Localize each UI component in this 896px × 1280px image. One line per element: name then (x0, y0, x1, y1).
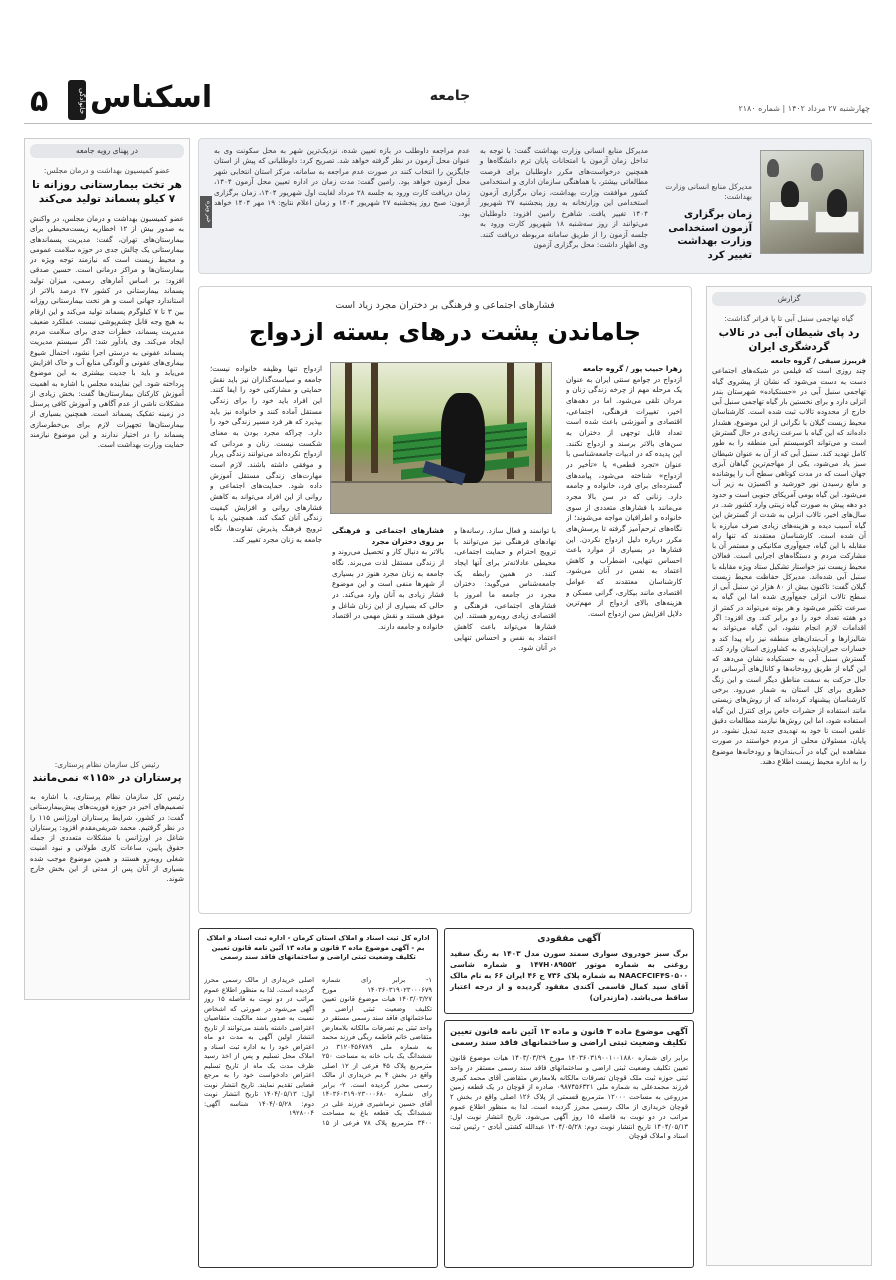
registry-notice-bam-title: اداره کل ثبت اسناد و املاک استان کرمان - اداره ثبت اسناد و املاک بم - آگهی موضوع ماده ۳ قانون و ماده ۱۳ آئین نامه قانون تعیین تکلیف وضعیت ثبتی اراضی و ساختمانهای فاقد سند رسمی (206, 934, 430, 962)
top-story-tag: خبر ویژه (200, 196, 212, 228)
report-body-text: چند روزی است که فیلمی در شبکه‌های اجتماعی دست به دست می‌شود که نشان از پیشروی گیاه تهاجمی سنبل آبی در «حسنکیاده» شهرستان بندر انزلی دارد و برای نخستین بار گیاه تهاجمی سنبل آبی خارج از محدوده تالاب ثبت شده است. کارشناسان محیط زیست گیلان با نگرانی از این موضوع، هشدار داده‌اند که این گیاه با سرعت زیادی در حال گسترش است و می‌تواند اکوسیستم آبی منطقه را به طور کامل تهدید کند. سنبل آبی که از آن به عنوان شیطان سبز یاد می‌شود، یکی از مهاجم‌ترین گیاهان آبزی جهان است که در مدت کوتاهی سطح آب را پوشانده و مانع رسیدن نور خورشید و اکسیژن به زیر آب می‌شود. این گیاه بومی آمریکای جنوبی است و حدود دو دهه پیش به صورت گیاه زینتی وارد کشور شد. در سال‌های اخیر، تالاب انزلی به شدت از گسترش این گیاه آسیب دیده و هزینه‌های زیادی صرف مبارزه با آن شده است. کارشناسان معتقدند که تنها راه مقابله با این گیاه، جمع‌آوری مکانیکی و مستمر آن با مشارکت مردم و دستگاه‌های اجرایی است. فعالان محیط زیست نیز خواستار تشکیل ستاد ویژه مقابله با سنبل آبی شده‌اند. مدیرکل حفاظت محیط زیست گیلان گفت: تاکنون بیش از ۸۰ هزار تن سنبل آبی از سطح تالاب انزلی جمع‌آوری شده اما این گیاه به سرعت تکثیر می‌شود و هر بوته می‌تواند در کمتر از دو هفته تعداد خود را دو برابر کند. وی افزود: اگر اقدامات لازم انجام نشود، این گیاه می‌تواند به شالیزارها و آب‌بندان‌های منطقه نیز راه پیدا کند و خسارات جبران‌ناپذیری به کشاورزی استان وارد کند. گسترش سنبل آبی به حسنکیاده نشان می‌دهد که این گیاه از طریق رودخانه‌ها و کانال‌های آبرسانی در حال حرکت به سمت مناطق دیگر است و این زنگ خطری برای کل استان به شمار می‌رود. برخی کارشناسان پیشنهاد کرده‌اند که از روش‌های زیستی مانند استفاده از حشرات خاص برای کنترل این گیاه استفاده شود، اما این روش‌ها نیازمند مطالعات دقیق علمی است تا خود به تهدیدی جدید تبدیل نشود. در پایان، مسئولان محلی از مردم خواستند در صورت مشاهده این گیاه در آب‌بندان‌ها و رودخانه‌ها موضوع را به اداره محیط زیست اطلاع دهند. (712, 366, 866, 766)
main-feature-kicker: فشارهای اجتماعی و فرهنگی بر دختران مجرد زیاد است (335, 300, 555, 311)
exam-hall-photo (760, 150, 864, 254)
newspaper-logo: اسکناس (90, 80, 213, 115)
left-story-1-headline[interactable]: هر تخت بیمارستانی روزانه تا ۷ کیلو پسماند تولید می‌کند (32, 179, 182, 206)
main-feature-column-a: با توانمند و فعال سازد. رسانه‌ها و نهادهای فرهنگی نیز می‌توانند با ترویج احترام و حمایت اجتماعی، محیطی عادلانه‌تر برای آنها ایجاد کنند. در همین رابطه یک جامعه‌شناس می‌گوید: دختران مجرد در جامعه ما امروز با فشارهای اجتماعی، فرهنگی و اقتصادی زیادی روبه‌رو هستند. این فشارها می‌تواند باعث کاهش اعتماد به نفس و احساس تنهایی در آنان شود. (454, 526, 556, 653)
top-story-column-2: عدم مراجعه داوطلب در بازه تعیین شده، نزدیک‌ترین شهر به محل سکونت وی به عنوان محل آزمون در نظر گرفته خواهد شد. تصریح کرد: داوطلبانی که پیش از استان جایگزین را انتخاب کنند در صورت عدم مراجعه به سامانه، مرکز استان انتخابی شهر محل آزمون خواهد بود. رامین گفت: مدت زمان در اداره تعیین محل آزمون ۱۴۰۴، زمان دریافت کارت ورود به جلسه ۲۸ مرداد لغایت اول شهریور ۱۴۰۴، زمان برگزاری آزمون: صبح روز پنجشنبه ۲۷ شهریور ۱۴۰۴ و زمان اعلام نتایج: ۱۹ مهر ۱۴۰۴ خواهد بود. (214, 146, 470, 218)
main-feature-column-b-text: بالاتر به دنبال کار و تحصیل می‌روند و از زندگی مستقل لذت می‌برند. نگاه جامعه به زنان مجرد هنوز در بسیاری از شهرها منفی است و این موضوع فشار زیادی به آنان وارد می‌کند. در حالی که بسیاری از این زنان شاغل و موفق هستند و نقش مهمی در اقتصاد خانواده و جامعه دارند. (332, 547, 444, 631)
top-story-kicker: مدیرکل منابع انسانی وزارت بهداشت: (665, 182, 752, 201)
report-byline: فریبرز سیفی / گروه جامعه (770, 356, 866, 365)
registry-notice-quchan-body: برابر رای شماره ۱۴۰۳۶۰۳۱۹۰۰۱۰۰۱۸۸۰ مورخ ۱۴۰۳/۰۳/۲۹ هیات موضوع قانون تعیین تکلیف وضعیت ثبتی اراضی و ساختمانهای فاقد سند رسمی مستقر در واحد ثبتی حوزه ثبت ملک قوچان تصرفات مالکانه بلامعارض متقاضی آقای محمد کبیری فرزند محمدعلی به شماره ملی ۰۹۸۷۴۵۶۳۲۱ صادره از قوچان در یک قطعه زمین مزروعی به مساحت ۱۲۰۰۰ مترمربع قسمتی از پلاک ۱۲۶ اصلی واقع در بخش ۲ قوچان خریداری از مالک رسمی محرز گردیده است. لذا به منظور اطلاع عموم مراتب در دو نوبت به فاصله ۱۵ روز آگهی می‌شود. تاریخ انتشار نوبت اول: ۱۴۰۴/۰۵/۱۳ تاریخ انتشار نوبت دوم: ۱۴۰۴/۰۵/۲۸ عبدالله کشتی آبادی - رئیس ثبت اسناد و املاک قوچان (450, 1054, 688, 1141)
report-headline[interactable]: رد پای شیطان آبی در تالاب گردشگری ایران (718, 327, 860, 354)
top-story-column-1: مدیرکل منابع انسانی وزارت بهداشت گفت: با توجه به تداخل زمان آزمون با امتحانات پایان ترم دانشگاه‌ها و همچنین درخواست‌های مکرر داوطلبان برای فرصت مطالعاتی بیشتر، با هماهنگی سازمان اداری و استخدامی کشور موافقت وزارت بهداشت، زمان برگزاری آزمون استخدامی این وزارتخانه به روز پنجشنبه ۲۷ شهریور ۱۴۰۴ تغییر یافت. شاهرخ رامین افزود: داوطلبان می‌توانند از روز سه‌شنبه ۱۸ شهریور کارت ورود به جلسه آزمون را از طریق سامانه مربوطه دریافت کنند. وی اظهار داشت: محل برگزاری آزمون (480, 146, 648, 249)
page-number: ۵ (30, 84, 49, 119)
logo-badge: خانوادگی (68, 80, 86, 120)
woman-on-bench-photo (330, 362, 552, 514)
report-body (712, 356, 866, 1260)
main-feature-byline: زهرا حبیب پور / گروه جامعه (582, 364, 682, 373)
left-story-1-body: عضو کمیسیون بهداشت و درمان مجلس، در واکنش به صدور بیش از ۱۲ اخطاریه زیست‌محیطی برای بیمارستان‌های تهران، گفت: مدیریت پسماندهای بیمارستانی یک چالش جدی در حوزه سلامت عمومی و محیط زیست است که نیازمند توجه ویژه در بیمارستان‌ها و مراکز درمانی است. حسین صدقی افزود: بر اساس آمارهای رسمی، میزان تولید پسماند بیمارستانی در کشور ۲۷ درصد بالاتر از استاندارد جهانی است و هر تخت بیمارستانی روزانه بین ۳ تا ۷ کیلوگرم پسماند تولید می‌کند و این ارقام به هیچ وجه قابل چشم‌پوشی نیست. عملکرد ضعیف مدیریت پسماند، خطرات جدی برای سلامت مردم ایجاد می‌کند. وی یادآور شد: اگر سیستم مدیریت پسماند عفونی به درستی اجرا نشود، احتمال شیوع بیماری‌های عفونی و آلودگی منابع آب و خاک افزایش می‌یابد و باید با جدیت بیشتری به این موضوع پرداخته شود. این نماینده مجلس با اشاره به اهمیت آموزش کارکنان بیمارستان‌ها گفت: بخش زیادی از مشکلات ناشی از عدم آگاهی و آموزش کافی پرسنل در زمینه تفکیک پسماند است. همچنین بسیاری از بیمارستان‌ها تجهیزات لازم برای بی‌خطرسازی پسماند را در اختیار ندارند و این موضوع نیازمند حمایت وزارت بهداشت است. (30, 214, 184, 450)
main-feature-lead-text: ازدواج در جوامع سنتی ایران به عنوان یک مرحله مهم از چرخه زندگی زنان و مردان تلقی می‌شود. اما در دهه‌های اخیر، تغییرات فرهنگی، اجتماعی، اقتصادی و آموزشی باعث شده است تعداد قابل توجهی از دختران به سن‌های بالاتر برسند و ازدواج نکنند. این پدیده که در ادبیات جامعه‌شناسی با عنوان «تجرد قطعی» یا «تأخیر در ازدواج» شناخته می‌شود، پیامدهای گسترده‌ای برای فرد، خانواده و جامعه دارد. زنانی که در سن بالا مجرد می‌مانند با فشارهای متعددی از سوی خانواده و اطرافیان مواجه می‌شوند؛ از نگاه‌های ترحم‌آمیز گرفته تا پرسش‌های مکرر درباره دلیل ازدواج نکردن. این فشارها در بسیاری از موارد باعث احساس تنهایی، اضطراب و کاهش اعتماد به نفس در آنان می‌شود. کارشناسان معتقدند که عوامل اقتصادی مانند بیکاری، گرانی مسکن و هزینه‌های بالای ازدواج از مهم‌ترین دلایل افزایش سن ازدواج است. (566, 374, 682, 619)
left-story-1-kicker: عضو کمیسیون بهداشت و درمان مجلس: (43, 166, 171, 175)
left-story-2-headline[interactable]: پرستاران در «۱۱۵» نمی‌مانند (32, 772, 182, 784)
main-feature-column-b (332, 526, 444, 904)
top-story-headline[interactable]: زمان برگزاری آزمون استخدامی وزارت بهداشت تغییر کرد (668, 209, 752, 261)
report-section-label: گزارش (712, 292, 866, 306)
registry-notice-quchan-title: آگهی موضوع ماده ۳ قانون و ماده ۱۳ آئین نامه قانون تعیین تکلیف وضعیت ثبتی اراضی و ساختمانهای فاقد سند رسمی (450, 1026, 688, 1048)
main-feature-column-left: ازدواج تنها وظیفه خانواده نیست؛ جامعه و سیاست‌گذاران نیز باید نقش حمایتی و مشارکتی خود را ایفا کنند. این افراد باید خود را برای زندگی مستقل آماده کنند و خانواده نیز باید بپذیرد که هر فرد مسیر زندگی خود را دارد. چراکه مجرد بودن به معنای شکست نیست. زنان و مردانی که ازدواج نکرده‌اند می‌توانند زندگی پربار و موفقی داشته باشند. لازم است مهارت‌های زندگی مستقل آموزش داده شود. حمایت‌های اجتماعی و روانی از این افراد می‌تواند به کاهش فشارهای روانی و افزایش کیفیت زندگی آنان کمک کند. همچنین باید با ترویج فرهنگ پذیرش تفاوت‌ها، نگاه جامعه به زنان مجرد تغییر کند. (210, 364, 322, 544)
section-title: جامعه (429, 88, 471, 104)
main-feature-lead (566, 364, 682, 904)
left-column-section-label: در پهنای رویه جامعه (30, 144, 184, 158)
left-story-2-kicker: رئیس کل سازمان نظام پرستاری: (54, 760, 160, 769)
main-feature-headline[interactable]: جاماندن پشت درهای بسته ازدواج (248, 318, 642, 346)
lost-item-notice-body: برگ سبز خودروی سواری سمند سورن مدل ۱۴۰۳ به رنگ سفید روغنی به شماره موتور ۱۴۷H۰۸۹۵۵۲ و شماره شاسی NAACFCIF۴S۰۵۰۰ به شماره پلاک ۷۳۶ ج ۴۶ ایران ۶۶ به نام مالک آقای سید کمال قاسمی آکندی مفقود گردیده و از درجه اعتبار ساقط می‌باشد. (مازندران) (450, 949, 689, 1003)
report-kicker: گیاه تهاجمی سنبل آبی تا پا فراتر گذاشت: (724, 314, 854, 323)
lost-item-notice-title: آگهی مفقودی (537, 934, 601, 944)
registry-notice-bam-body: ۱- برابر رای شماره ۱۴۰۳۶۰۳۱۹۰۲۳۰۰۰۶۷۹ مورخ ۱۴۰۳/۰۳/۲۷ هیات موضوع قانون تعیین تکلیف وضعیت ثبتی اراضی و ساختمانهای فاقد سند رسمی مستقر در واحد ثبتی بم تصرفات مالکانه بلامعارض متقاضی خانم فاطمه ریگی فرزند محمد به شماره ملی ۳۱۲۰۴۵۶۷۸۹ در ششدانگ یک باب خانه به مساحت ۲۵۰ مترمربع پلاک ۴۵ فرعی از ۱۲ اصلی واقع در بخش ۴ بم خریداری از مالک رسمی محرز گردیده است. ۲- برابر رای شماره ۱۴۰۳۶۰۳۱۹۰۲۳۰۰۰۶۸۰ آقای حسین نرماشیری فرزند علی در ششدانگ یک قطعه باغ به مساحت ۳۴۰۰ مترمربع پلاک ۷۸ فرعی از ۱۵ اصلی خریداری از مالک رسمی محرز گردیده است. لذا به منظور اطلاع عموم مراتب در دو نوبت به فاصله ۱۵ روز آگهی می‌شود در صورتی که اشخاص نسبت به صدور سند مالکیت متقاضیان اعتراضی داشته باشند می‌توانند از تاریخ انتشار اولین آگهی به مدت دو ماه اعتراض خود را به اداره ثبت اسناد و املاک محل تسلیم و پس از اخذ رسید ظرف مدت یک ماه از تاریخ تسلیم اعتراض دادخواست خود را به مرجع قضایی تقدیم نمایند. تاریخ انتشار نوبت اول: ۱۴۰۴/۰۵/۱۳ تاریخ انتشار نوبت دوم: ۱۴۰۴/۰۵/۲۸ شناسه آگهی: ۱۹۲۸۰۰۴ (204, 976, 432, 1127)
left-story-2-body: رئیس کل سازمان نظام پرستاری، با اشاره به تصمیم‌های اخیر در حوزه فوریت‌های پیش‌بیمارستانی گفت: در کشور، شرایط پرستاران اورژانس ۱۱۵ را در نظر گرفتیم. محمد شریفی‌مقدم افزود: پرستاران شاغل در اورژانس با مشکلات متعددی از جمله حقوق پایین، ساعات کاری طولانی و نبود امنیت شغلی روبه‌رو هستند و همین موضوع موجب شده بسیاری از آنان پس از مدتی از این بخش خارج شوند. (30, 792, 184, 884)
main-feature-subhead: فشارهای اجتماعی و فرهنگی بر روی دختران مجرد (332, 526, 444, 546)
dateline: چهارشنبه ۲۷ مرداد ۱۴۰۲ | شماره ۲۱۸۰ (738, 104, 870, 113)
